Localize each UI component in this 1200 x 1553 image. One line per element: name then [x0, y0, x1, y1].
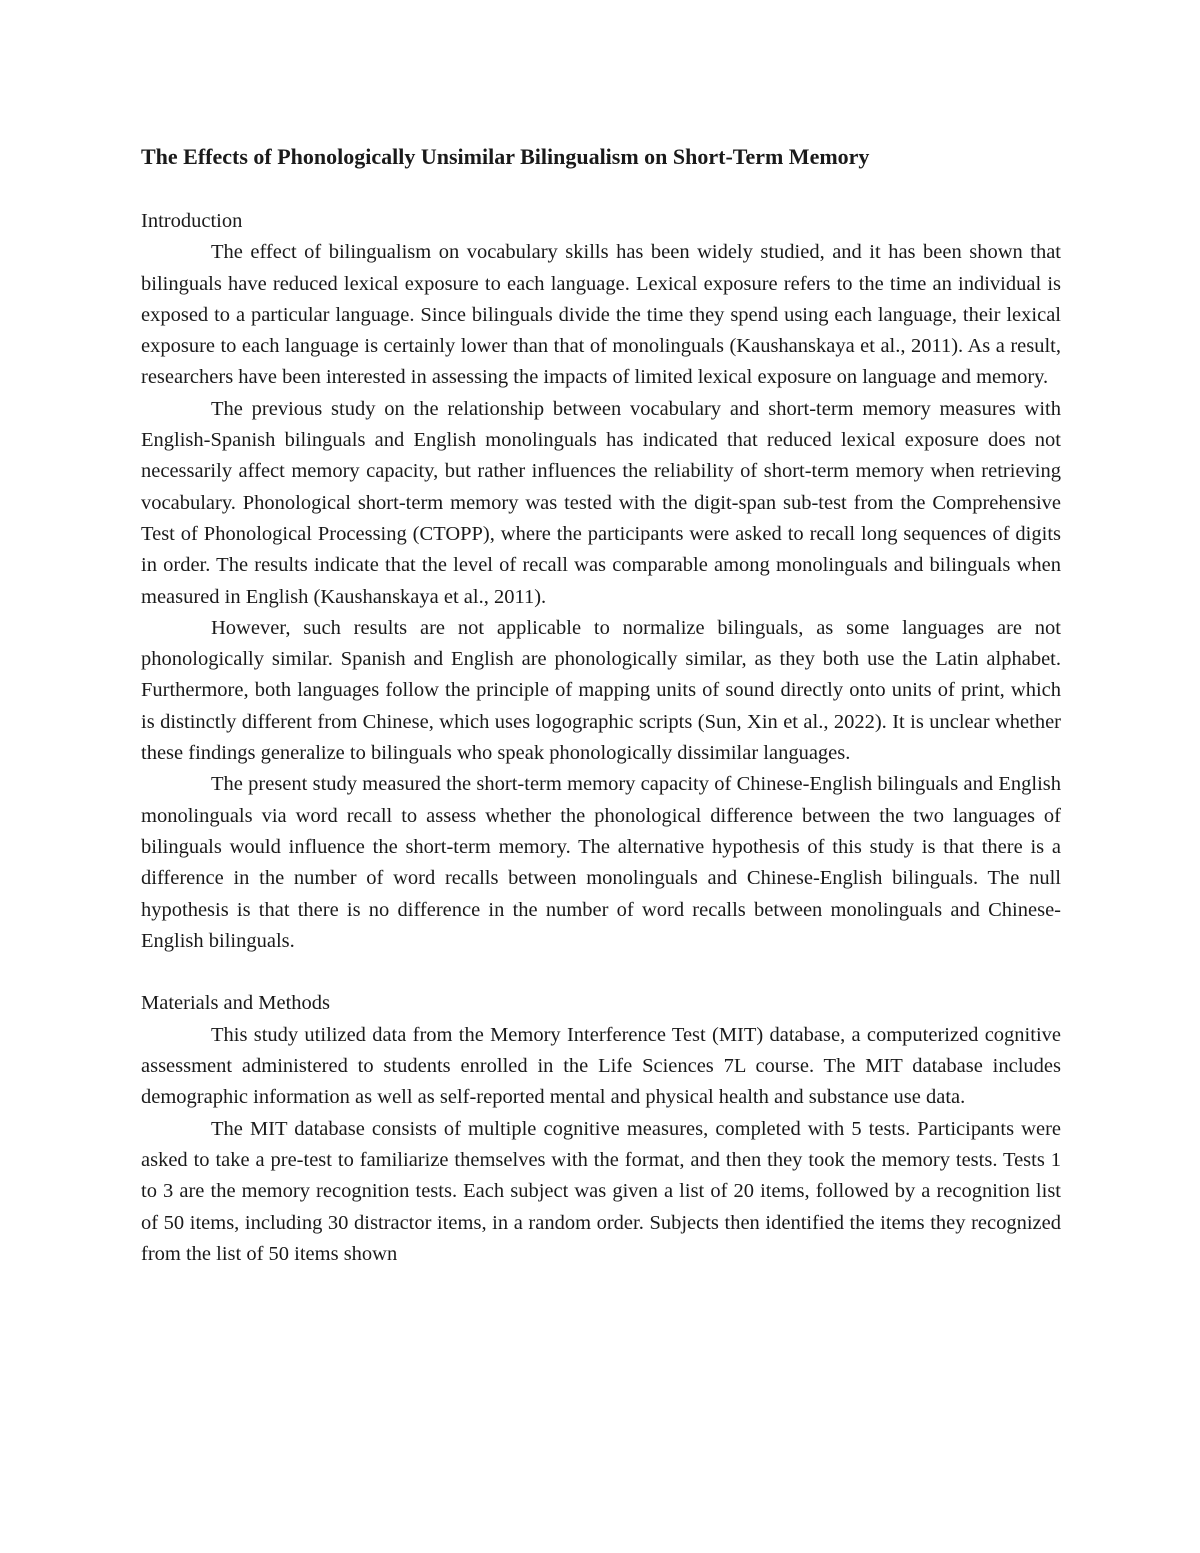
section-materials-methods: [141, 988, 1061, 1270]
intro-paragraph-3: However, such results are not applicable to normalize bilinguals, as some languages are not phonologically similar. Spanish and English are phonologically similar, as they both use the Latin alphabet. Furthermore, both languages follow the principle of mapping units of sound directly onto units of print, which is distinctly different from Chinese, which uses logographic scripts (Sun, Xin et al., 2022). It is unclear whether these findings generalize to bilinguals who speak phonologically dissimilar languages.: [141, 616, 1061, 765]
intro-paragraph-4: The present study measured the short-term memory capacity of Chinese-English bilinguals and English monolinguals via word recall to assess whether the phonological difference between the two languages of bilinguals would influence the short-term memory. The alternative hypothesis of this study is that there is a difference in the number of word recalls between monolinguals and Chinese-English bilinguals. The null hypothesis is that there is no difference in the number of word recalls between monolinguals and Chinese-English bilinguals.: [141, 773, 1061, 952]
section-heading-introduction: Introduction: [141, 210, 243, 232]
title-spacer: [141, 176, 1061, 206]
intro-paragraph-2: The previous study on the relationship between vocabulary and short-term memory measures with English-Spanish bilinguals and English monolinguals has indicated that reduced lexical exposure does not necessarily affect memory capacity, but rather influences the reliability of short-term memory when retrieving vocabulary. Phonological short-term memory was tested with the digit-span sub-test from the Comprehensive Test of Phonological Processing (CTOPP), where the participants were asked to recall long sequences of digits in order. The results indicate that the level of recall was comparable among monolinguals and bilinguals when measured in English (Kaushanskaya et al., 2011).: [141, 397, 1061, 608]
section-introduction: [141, 206, 1061, 957]
document-page: [141, 138, 1061, 1270]
section-spacer: [141, 957, 1061, 988]
section-heading-materials-methods: Materials and Methods: [141, 992, 331, 1015]
methods-paragraph-1: This study utilized data from the Memory Interference Test (MIT) database, a computerized cognitive assessment administered to students enrolled in the Life Sciences 7L course. The MIT database includes demographic information as well as self-reported mental and physical health and substance use data.: [141, 1023, 1061, 1109]
intro-paragraph-1: The effect of bilingualism on vocabulary skills has been widely studied, and it has been shown that bilinguals have reduced lexical exposure to each language. Lexical exposure refers to the time an individual is exposed to a particular language. Since bilinguals divide the time they spend using each language, their lexical exposure to each language is certainly lower than that of monolinguals (Kaushanskaya et al., 2011). As a result, researchers have been interested in assessing the impacts of limited lexical exposure on language and memory.: [141, 241, 1061, 389]
methods-paragraph-2: The MIT database consists of multiple cognitive measures, completed with 5 tests. Participants were asked to take a pre-test to familiarize themselves with the format, and then they took the memory tests. Tests 1 to 3 are the memory recognition tests. Each subject was given a list of 20 items, followed by a recognition list of 50 items, including 30 distractor items, in a random order. Subjects then identified the items they recognized from the list of 50 items shown: [141, 1117, 1061, 1265]
document-title: The Effects of Phonologically Unsimilar Bilingualism on Short-Term Memory: [141, 144, 870, 169]
